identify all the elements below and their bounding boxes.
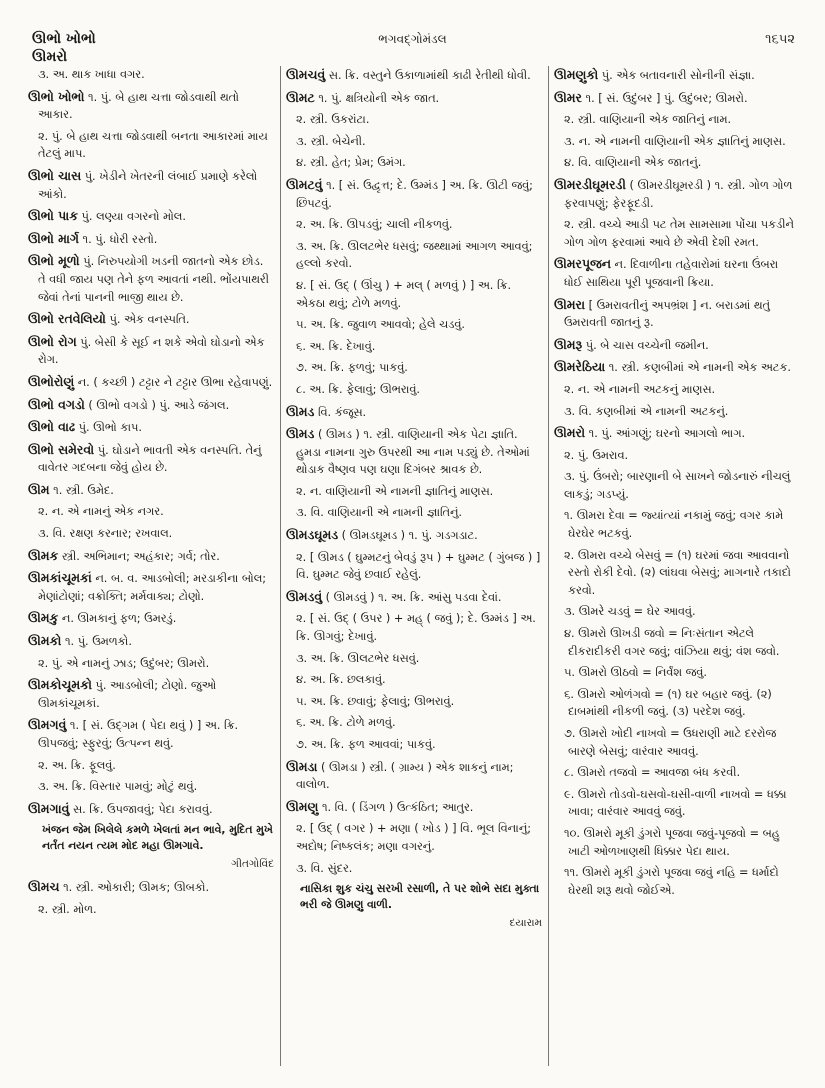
definition: ( ઊભો વગડો ) પું. આડે જંગલ. (84, 398, 230, 412)
sense: ૩. વિ. સુંદર. (296, 861, 353, 875)
dictionary-entry (286, 66, 542, 85)
idiom-sense: ૮. ઊમરો તજવો = આવજા બંધ કરવી. (564, 766, 741, 780)
idiom-sense: ૬. ઊમરો ઓળંગવો = (૧) ઘર બહાર જવું. (૨) દાબમાંથી નીકળી જવું. (૩) પરદેશ જવું. (564, 687, 772, 719)
headword: ઊમરો (554, 425, 586, 441)
headword: ઊમકો (28, 633, 62, 649)
headword: ઊમકોચૂમકો (28, 677, 92, 693)
headword: ઊમકુ (28, 610, 59, 626)
sense: ૨. [ ઊમડ ( ઘુમ્મટનું બેવડું રૂપ ) + ઘુમ્મટ ( ગુંબજ ) ] વિ. ઘુમ્મટ જેવું છવાઈ રહેલું. (296, 550, 541, 582)
definition: સ. ક્રિ. વસ્તુને ઉકાળામાંથી કાઢી રેતીથી ધોવી. (325, 69, 531, 82)
dictionary-entry (28, 310, 274, 329)
sense: ૮. અ. ક્રિ. ફેલાવું; ઊભરાવું. (296, 382, 420, 396)
sense: ૩. વિ. કણબીમાં એ નામની અટકનું. (564, 404, 729, 418)
book-title: ભગવદ્ગોમંડલ (378, 32, 447, 46)
definition: ન. દિવાળીના તહેવારોમાં ઘરના ઉંબરા ધોઈ સાથિયા પૂરી પૂજવાની ક્રિયા. (564, 258, 779, 289)
sense: ૪. વિ. વાણિયાની એક જાતનું. (564, 156, 702, 170)
headword: ઊભો માર્ગ (28, 230, 79, 246)
dictionary-entry (28, 547, 274, 566)
definition: ૧. સ્ત્રી. ઓકારી; ઊમક; ઊબકો. (59, 880, 210, 894)
dictionary-entry (28, 609, 274, 628)
definition: પું. નિરુપયોગી ખડની જાતનો એક છોડ. તે વધી જાય પણ તેને ફળ આવતાં નથી. ભોંયપાથરી જેવાં તેનાં પાનની ભાજી થાય છે. (38, 255, 269, 304)
quotation-source: દયારામ (509, 917, 542, 930)
definition: ( ઊમરડીઘૂમરડી ) ૧. સ્ત્રી. ગોળ ગોળ ફરવાપણું; ફેરફૂદડી. (564, 178, 793, 210)
definition: ન. ( કચ્છી ) ટટ્ટાર ને ટટ્ટાર ઊભા રહેવાપણું. (74, 375, 273, 389)
column-divider (280, 66, 281, 1066)
definition: પું. ઊભો કાપ. (75, 421, 142, 435)
sense: ૫. અ. ક્રિ. જુવાળ આવવો; હેલે ચડવું. (296, 318, 466, 332)
headword: ઊભો વાઢ (28, 419, 76, 435)
sense: ૩. અ. ક્રિ. ઊલટભેર ધસવું; જથ્થામાં આગળ આવવું; હલ્લો કરવો. (296, 239, 533, 271)
definition: ન. ઊમકાનું ફળ; ઉમરડું. (58, 612, 177, 626)
headword: ઊમરેઠિયા (554, 359, 606, 375)
sense: ૩. અ. ક્રિ. ઊલટભેર ધસવું. (296, 651, 420, 665)
sense: ૪. અ. ક્રિ. છલકાવું. (296, 673, 386, 687)
definition: પું. બેસી કે સૂઈ ન શકે એવો ઘોડાનો એક રોગ. (38, 335, 265, 367)
definition: ૧. પું. બે હાથ ચત્તા જોડવાથી થતો આકાર. (38, 90, 239, 122)
idiom-sense: ૪. ઊમરો ઊખડી જવો = નિઃસંતાન એટલે દીકરાદીકરી વગર જવું; વાંઝિયા થવું; વંશ જવો. (564, 627, 780, 658)
sense: ૨. પું. બે હાથ ચત્તા જોડવાથી બનતા આકારમાં માય તેટલું માપ. (38, 129, 268, 161)
headword: ઊમક (28, 547, 59, 563)
sense: ૭. અ. ક્રિ. ફળવું; પાકવું. (296, 361, 408, 375)
headword: ઊમડ (286, 403, 315, 419)
definition: ૧. [ સં. ઉદ્ગમ ( પેદા થવું ) ] અ. ક્રિ. ઊપજવું; સ્ફુરવું; ઉત્પન્ન થવું. (38, 719, 239, 750)
sense: ૨. અ. ક્રિ. ઊપડવું; ચાલી નીકળવું. (296, 218, 453, 232)
definition: પું. લણ્યા વગરનો મોલ. (77, 210, 186, 224)
dictionary-entry (286, 176, 542, 212)
dictionary-entry (28, 441, 274, 477)
sense: ૩. વિ. રક્ષણ કરનાર; રખવાલ. (38, 527, 173, 541)
definition: ( ઊમડ ) ૧. સ્ત્રી. વાણિયાની એક પેટા જ્ઞાતિ. હુમડા નામના ગુરુ ઉપરથી આ નામ પડ્યું છે. તેઓમાં થોડાક વૈષ્ણવ પણ ઘણા દિગંબર શ્રાવક છે. (296, 428, 530, 477)
sense: ૨. સ્ત્રી. વચ્ચે આડી પટ તેમ સામસામા પોંચા પકડીને ગોળ ગોળ ફરવામાં આવે છે એવી દેશી રમત. (564, 218, 794, 249)
definition: ૧. સ્ત્રી. ઉમેદ. (49, 483, 114, 497)
headword: ઊમટ (286, 89, 315, 105)
quotation: નાસિકા શુક ચંચુ સરખી રસાળી, તે પર શોભે સદા મુક્તા ભરી જે ઊમણુ વાળી. (300, 882, 540, 912)
headword: ઊભો ચાસ (28, 167, 82, 183)
headword: ઊભો સમેરવો (28, 441, 95, 457)
sense: ૨. અ. ક્રિ. ફૂલવું. (38, 758, 116, 772)
sense: ૪. સ્ત્રી. હેત; પ્રેમ; ઉમંગ. (296, 156, 406, 170)
idiom-sense: ૧. ઊમરા દેવા = જ્યાંત્યાં નકામું જવું; વગર કામે ઘેરઘેર ભટકવું. (564, 509, 784, 541)
headword: ઊભો મૂળો (28, 253, 80, 269)
column-3 (554, 66, 798, 1066)
sense: ૭. અ. ક્રિ. ફળ આવવાં; પાકવું. (296, 738, 436, 751)
definition: પું. ખેડીને ખેતરની લંબાઈ પ્રમાણે કરેલો આંકો. (38, 169, 258, 201)
dictionary-entry (28, 878, 274, 897)
sense: ૫. અ. ક્રિ. છવાવું; ફેલાવું; ઊભરાવું. (296, 694, 455, 708)
definition: પું. ઘોડાને ભાવતી એક વનસ્પતિ. તેનું વાવેતર ગદબના જેવું હોય છે. (38, 443, 262, 475)
dictionary-entry (28, 396, 274, 415)
headword: ઊમર (554, 89, 582, 105)
definition: ૧. પું. આંગણું; ઘરનો આગલો ભાગ. (585, 427, 746, 441)
quotation-source: ગીતગોવિંદ (231, 858, 274, 871)
column-2 (286, 66, 542, 1066)
headword: ઊમચ (28, 878, 60, 894)
sense: ૨. સ્ત્રી. ઉકરાંટા. (296, 113, 370, 127)
page-number: ૧૬૫૨ (765, 32, 795, 47)
headword: ઊમગવું (28, 717, 67, 733)
headword: ઊમણુકો (554, 67, 599, 82)
dictionary-entry (554, 296, 798, 332)
definition: ૧. પું. ધોરી રસ્તો. (78, 232, 158, 246)
sense: ૪. [ સં. ઉદ્ ( ઊંચુ ) + મલ્ ( મળવું ) ] અ. ક્રિ. એકઠા થવું; ટોળે મળવું. (296, 278, 512, 310)
quotation: ખંજન જેમ ખિલેલે કમળે ખેલતાં મન ભાવે, મુદિત મુખે નર્તંત નયન ત્યમ મોદ મહા ઊમગાવે. (42, 823, 273, 853)
definition: ( ઊમડવું ) ૧. અ. ક્રિ. આંસુ પડવા દેવાં. (322, 590, 502, 604)
dictionary-entry (28, 207, 274, 226)
definition: સ. ક્રિ. ઉપજાવવું; પેદા કરાવવું. (69, 802, 213, 816)
dictionary-entry (28, 167, 274, 203)
dictionary-entry (28, 481, 274, 500)
headword: ઊમડઘૂમડ (286, 527, 339, 543)
sense: ૩. પું. ઉંબરો; બારણાની બે સાખને જોડનારું નીચલું લાકડું; ગડપ્યું. (564, 470, 791, 501)
sense: ૨. [ ઉદ્ ( વગર ) + મણા ( ખોડ ) ] વિ. ભૂલ વિનાનું; અદોષ; નિષ્કલંક; મણા વગરનું. (296, 822, 532, 853)
definition: પું. બે ચાસ વચ્ચેની જમીન. (582, 338, 709, 352)
dictionary-entry (286, 588, 542, 607)
dictionary-entry (286, 425, 542, 479)
definition: વિ. કંજૂસ. (314, 405, 367, 419)
dictionary-entry (554, 358, 798, 377)
dictionary-entry (554, 176, 798, 212)
idiom-sense: ૨. ઊમરા વચ્ચે બેસવું = (૧) ઘરમાં જવા આવવાનો રસ્તો રોકી દેવો. (૨) લાંઘવા બેસવું; માગનારે તકાદો કરવો. (564, 548, 791, 597)
dictionary-entry (28, 800, 274, 819)
sense: ૨. પું. એ નામનું ઝાડ; ઉદુંબર; ઊમરો. (38, 656, 210, 670)
dictionary-entry (28, 716, 274, 752)
headword: ઊમટવું (286, 176, 323, 192)
idiom-sense: ૩. ઊમરે ચડવું = ઘેર આવવું. (564, 605, 696, 619)
sense: ૩. સ્ત્રી. બેચેની. (296, 134, 366, 148)
definition: પું. આડબોલી; ટોણો. જુઓ ઊમકાંચૂમકાં. (38, 679, 216, 710)
dictionary-entry (28, 632, 274, 651)
sense: ૨. ન. વાણિયાની એ નામની જ્ઞાતિનું માણસ. (296, 484, 494, 498)
headword: ઊમણુ (286, 798, 319, 814)
definition: ૧. વિ. ( ડિંગળ ) ઉત્કંઠિત; આતુર. (318, 800, 474, 814)
dictionary-entry (286, 798, 542, 817)
definition: પું. એક વનસ્પતિ. (105, 313, 190, 327)
headword: ઊભોરોણું (28, 373, 75, 389)
headword: ઊમ (28, 481, 50, 497)
dictionary-page (28, 66, 798, 1076)
definition: ૧. [ સં. ઉદ્વૃત્ત; દે. ઉમ્મંડ ] અ. ક્રિ. ઊટી જવું; છિપટવું. (296, 178, 533, 210)
headword: ઊભો રતવેલિયો (28, 311, 106, 327)
dictionary-entry (554, 89, 798, 108)
headword: ઊમરપૂજન (554, 256, 611, 272)
dictionary-entry (286, 758, 542, 794)
dictionary-entry (28, 88, 274, 124)
headword: ઊમચવું (286, 67, 326, 82)
idiom-sense: ૯. ઊમરો તોડવો-ઘસવો-ઘસી-વાળી નાખવો = ધક્કા ખાવા; વારંવાર આવવું જવું. (564, 787, 787, 819)
dictionary-entry (286, 89, 542, 108)
sense: ૩. ન. એ નામની વાણિયાની એક જ્ઞાતિનું માણસ. (564, 134, 786, 148)
definition: ૧. [ સં. ઉદુંબર ] પું. ઉદુંબર; ઊમરો. (581, 91, 748, 105)
dictionary-entry (28, 569, 274, 605)
definition: ૧. પું. ક્ષત્રિયોની એક જાત. (314, 91, 440, 105)
sense: ૩. અ. થાક ખાધા વગર. (38, 68, 145, 81)
dictionary-entry (554, 336, 798, 355)
definition: ( ઊમડા ) સ્ત્રી. ( ગ્રામ્ય ) એક શાકનું નામ; વાલોળ. (296, 760, 514, 792)
dictionary-entry (28, 373, 274, 392)
sense: ૨. સ્ત્રી. વાણિયાની એક જાતિનું નામ. (564, 113, 732, 127)
dictionary-entry (286, 403, 542, 422)
guide-words: ઊભો ખોભો ઊમરો (32, 31, 96, 65)
dictionary-entry (286, 526, 542, 545)
headword: ઊભો ખોભો (28, 88, 85, 104)
sense: ૬. અ. ક્રિ. દેખાવું. (296, 339, 376, 353)
headword: ઊમરૂ (554, 336, 583, 352)
definition: સ્ત્રી. અભિમાન; અહંકાર; ગર્વ; તોર. (58, 549, 220, 563)
idiom-sense: ૧૧. ઊમરો મૂકી ડુંગરો પૂજવા જવું નહિ = ધર્માદો ઘેરથી શરૂ થવો જોઈએ. (564, 866, 779, 897)
idiom-sense: ૭. ઊમરો ખોદી નાખવો = ઉધરાણી માટે દરરોજ બારણે બેસવું; વારંવાર આવવું. (564, 727, 777, 758)
sense: ૨. [ સં. ઉદ્ ( ઉપર ) + મહ્ ( જવું ); દે. ઉમ્મંડ ] અ. ક્રિ. ઊગવું; દેખાવું. (296, 612, 536, 644)
definition: ૧. સ્ત્રી. કણબીમાં એ નામની એક અટક. (605, 361, 791, 375)
definition: ૧. પું. ઉમળકો. (61, 635, 132, 649)
idiom-sense: ૫. ઊમરો ઊઠવો = નિર્વંશ જવું. (564, 666, 707, 680)
dictionary-entry (554, 255, 798, 291)
dictionary-entry (554, 66, 798, 85)
headword: ઊમકાંચૂમકાં (28, 570, 92, 586)
dictionary-entry (554, 424, 798, 443)
definition: [ ઉમરાવતીનું અપભ્રંશ ] ન. બરાડમાં થતું ઉમરાવતી જાતનું રૂ. (564, 298, 771, 330)
headword: ઊમડ (286, 426, 315, 442)
column-divider (548, 66, 549, 1066)
dictionary-entry (28, 230, 274, 249)
sense: ૩. વિ. વાણિયાની એ નામની જ્ઞાતિનું. (296, 506, 463, 520)
headword: ઊમડા (286, 758, 318, 774)
sense: ૬. અ. ક્રિ. ટોળે મળવું. (296, 716, 396, 730)
headword: ઊમરડીઘૂમરડી (554, 176, 626, 192)
sense: ૨. ન. એ નામનું એક નગર. (38, 505, 164, 519)
definition: ન. બ. વ. આડબોલી; મરડાકીના બોલ; મેણાંટોણાં; વક્રોક્તિ; મર્મવાક્ય; ટોણો. (38, 572, 267, 603)
definition: ( ઊમડઘૂમડ ) ૧. પું. ગડગડાટ. (338, 529, 478, 543)
dictionary-entry (28, 418, 274, 437)
sense: ૨. ન. એ નામની અટકનું માણસ. (564, 382, 716, 396)
headword: ઊમરા (554, 296, 586, 312)
dictionary-entry (28, 333, 274, 369)
sense: ૩. અ. ક્રિ. વિસ્તાર પામવું; મોટું થવું. (38, 780, 198, 794)
definition: પું. એક બતાવનારી સોનીની સંજ્ઞા. (598, 69, 755, 82)
headword: ઊભો પાક (28, 208, 78, 224)
dictionary-entry (28, 252, 274, 306)
headword: ઊભો વગડો (28, 396, 85, 412)
headword: ઊમડવું (286, 588, 323, 604)
headword: ઊભો રોગ (28, 333, 77, 349)
sense: ૨. પું. ઉમરાવ. (564, 448, 629, 462)
sense: ૨. સ્ત્રી. મોળ. (38, 902, 97, 916)
idiom-sense: ૧૦. ઊમરો મૂકી ડુંગરો પૂજવા જવું-પૂજવો = બહુ ખાટી ઓળખાણથી ધિક્કાર પેદા થાય. (564, 826, 780, 858)
headword: ઊમગાવું (28, 800, 70, 816)
dictionary-entry (28, 676, 274, 712)
column-1 (28, 66, 274, 1066)
